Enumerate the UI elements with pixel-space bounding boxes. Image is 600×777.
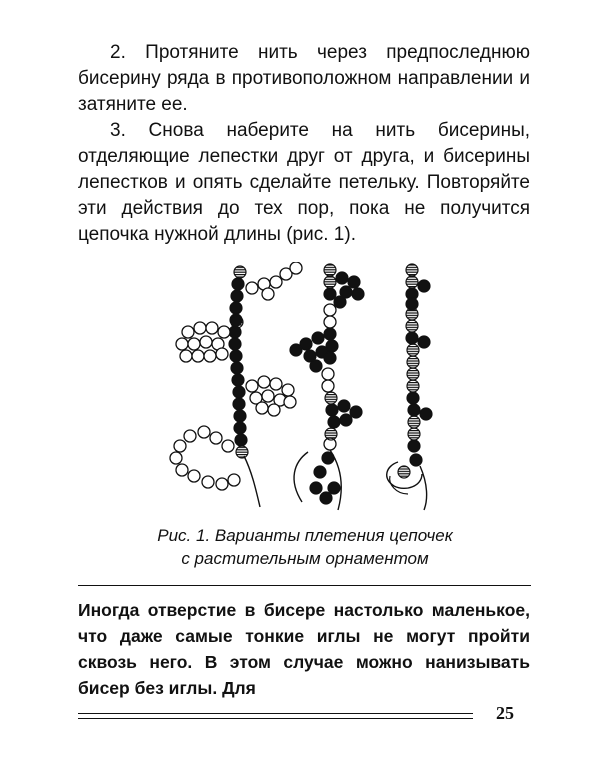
figure-caption-line-2: с растительным орнаментом bbox=[181, 549, 429, 568]
bead-chains-illustration bbox=[160, 262, 460, 512]
step-3-paragraph: 3. Снова наберите на нить бисерины, отделяющие лепестки друг от друга, и бисерины лепестков и опять сделайте петельку. Повторяйте эти действия до тех пор, пока не получится цепочка нужной длины (рис. 1). bbox=[78, 120, 530, 245]
step-2-paragraph: 2. Протяните нить через предпоследнюю бисерину ряда в противоположном направлении и затяните ее. bbox=[78, 42, 530, 115]
figure-caption-line-1: Рис. 1. Варианты плетения цепочек bbox=[157, 526, 453, 545]
divider-top bbox=[78, 585, 531, 586]
divider-bottom-1 bbox=[78, 713, 473, 714]
chain-3 bbox=[387, 264, 432, 510]
chain-1 bbox=[170, 262, 302, 507]
chain-2 bbox=[290, 264, 364, 510]
note-paragraph: Иногда отверстие в бисере настолько маленькое, что даже самые тонкие иглы не могут пройти сквозь него. В этом случае можно нанизывать бисер без иглы. Для bbox=[78, 600, 530, 698]
divider-bottom-2 bbox=[78, 718, 473, 719]
bead-chains-drawing bbox=[160, 262, 460, 512]
page-number: 25 bbox=[496, 703, 514, 723]
